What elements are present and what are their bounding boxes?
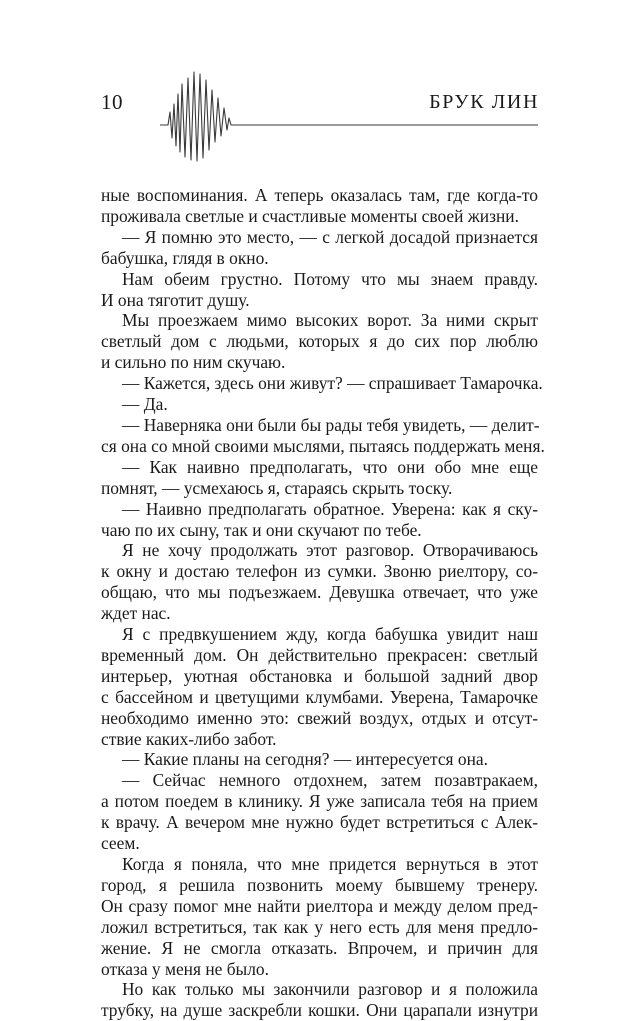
text-line: отказа у меня не было. (101, 958, 269, 979)
text-line: бабушка, глядя в окно. (101, 247, 269, 268)
text-line: временный дом. Он действительно прекрасен: светлый (101, 644, 538, 665)
text-line: интерьер, уютная обстановка и большой задний двор (101, 665, 538, 686)
text-line: жение. Я не смогла отказать. Впрочем, и причин для (101, 937, 538, 958)
text-line: трубку, на душе заскребли кошки. Они царапали изнутри (101, 1000, 538, 1021)
text-line: общаю, что мы подъезжаем. Девушка отвечает, что уже (101, 582, 538, 603)
text-line: необходимо именно это: свежий воздух, отдых и отсут- (101, 707, 538, 728)
text-line: — Наверняка они были бы рады тебя увидеть, — делит- (122, 414, 540, 435)
text-line: — Я помню это место, — с легкой досадой признается (122, 226, 538, 247)
text-line: светлый дом с людьми, которых я до сих пор люблю (101, 331, 538, 352)
text-line: — Как наивно предполагать, что они обо мне еще (122, 456, 538, 477)
text-line: проживала светлые и счастливые моменты своей жизни. (101, 205, 519, 226)
text-line: с бассейном и цветущими клумбами. Уверена, Тамарочке (101, 686, 538, 707)
text-line: ложил встретиться, так как у него есть для меня предло- (101, 916, 538, 937)
text-line: ждет нас. (101, 603, 171, 624)
text-line: — Наивно предполагать обратное. Уверена: как я ску- (122, 498, 538, 519)
text-line: сеем. (101, 833, 140, 854)
text-line: Я не хочу продолжать этот разговор. Отворачиваюсь (122, 540, 538, 561)
text-line: — Да. (122, 394, 168, 415)
book-body-text (101, 185, 545, 1021)
text-line: и сильно по ним скучаю. (101, 352, 286, 373)
text-line: Он сразу помог мне найти риелтора и между делом пред- (101, 895, 538, 916)
text-line: к окну и достаю телефон из сумки. Звоню риелтору, со- (101, 561, 538, 582)
text-line: чаю по их сыну, так и они скучают по тебе. (101, 519, 422, 540)
text-line: Но как только мы закончили разговор и я положила (122, 979, 538, 1000)
text-line: город, я решила позвонить моему бывшему тренеру. (101, 874, 538, 895)
text-line: Когда я поняла, что мне придется вернуться в этот (122, 854, 538, 874)
text-line: помнят, — усмехаюсь я, стараясь скрыть тоску. (101, 477, 453, 498)
text-line: — Кажется, здесь они живут? — спрашивает Тамарочка. (122, 373, 543, 394)
text-line: Нам обеим грустно. Потому что мы знаем правду. (122, 268, 538, 289)
running-head-author: БРУК ЛИН (429, 91, 539, 113)
text-line: Мы проезжаем мимо высоких ворот. За ними скрыт (122, 310, 538, 331)
text-line: Я с предвкушением жду, когда бабушка увидит наш (122, 624, 538, 645)
page-header (0, 0, 619, 170)
page-number: 10 (101, 90, 123, 114)
text-line: — Сейчас немного отдохнем, затем позавтракаем, (122, 770, 538, 791)
text-line: И она тяготит душу. (101, 289, 250, 310)
heartbeat-line-ornament (0, 0, 619, 170)
text-line: а потом поедем в клинику. Я уже записала тебя на прием (101, 791, 538, 812)
text-line: ные воспоминания. А теперь оказалась там, где когда-то (101, 185, 538, 205)
text-line: ствие каких-либо забот. (101, 728, 277, 749)
text-line: к врачу. А вечером мне нужно будет встретиться с Алек- (101, 812, 538, 833)
text-line: ся она со мной своими мыслями, пытаясь поддержать меня. (101, 435, 545, 456)
text-line: — Какие планы на сегодня? — интересуется она. (122, 749, 488, 770)
